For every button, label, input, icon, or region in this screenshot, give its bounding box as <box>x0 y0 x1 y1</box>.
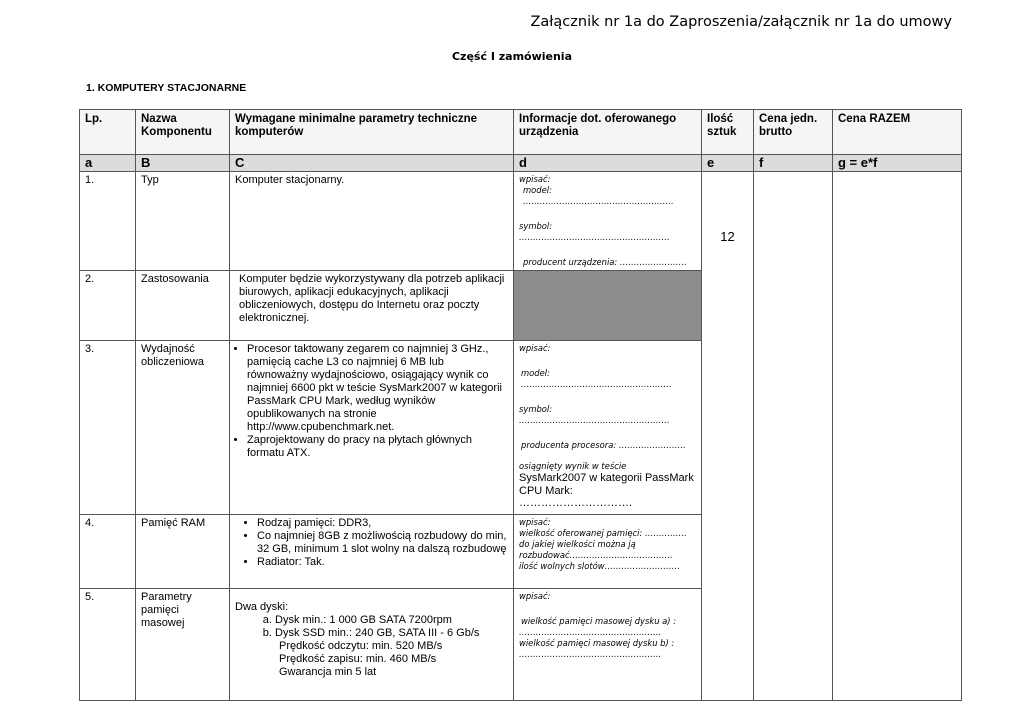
col-name-header: Nazwa Komponentu <box>136 110 230 155</box>
row-lp: 4. <box>80 515 136 589</box>
info-line: wpisać: <box>519 591 551 601</box>
param-extra: Prędkość zapisu: min. 460 MB/s <box>279 653 437 665</box>
row-lp: 2. <box>80 271 136 341</box>
letter-g: g = e*f <box>833 155 962 172</box>
col-info-header: Informacje dot. oferowanego urządzenia <box>514 110 702 155</box>
col-lp-header: Lp. <box>80 110 136 155</box>
row-params <box>230 515 514 589</box>
param-extra: Prędkość odczytu: min. 520 MB/s <box>279 640 443 652</box>
table-row <box>80 172 962 271</box>
row-name: Zastosowania <box>136 271 230 341</box>
row-params: Komputer stacjonarny. <box>230 172 514 271</box>
attachment-header: Załącznik nr 1a do Zaproszenia/załącznik nr 1a do umowy <box>530 14 952 30</box>
row-params <box>230 589 514 701</box>
param-item: • Radiator: Tak. <box>257 556 508 569</box>
param-item: a. Dysk min.: 1 000 GB SATA 7200rpm <box>275 614 508 627</box>
info-line: wpisać: <box>519 174 551 184</box>
info-line: symbol: ……………………………………………… <box>519 221 670 242</box>
letter-e: e <box>702 155 754 172</box>
info-line: ilość wolnych slotów……………………… <box>519 561 680 571</box>
param-item: b. Dysk SSD min.: 240 GB, SATA III - 6 Gb/s <box>275 627 508 640</box>
col-qty-header: Ilość sztuk <box>702 110 754 155</box>
info-line: wielkość pamięci masowej dysku a) : <box>521 616 677 626</box>
total-price-cell[interactable] <box>833 172 962 701</box>
row-name: Parametry pamięci masowej <box>136 589 230 701</box>
param-item: • Zaprojektowany do pracy na płytach głównych formatu ATX. <box>247 434 508 460</box>
param-item: • Procesor taktowany zegarem co najmniej 3 GHz., pamięcią cache L3 co najmniej 6 MB lub równoważny wydajnościowo, osiągający wynik co najmniej 6600 pkt w teście SysMark2007 w kategorii PassMark CPU Mark, według wyników opublikowanych na stronie http://www.cpubenchmark.net. <box>247 343 508 434</box>
row-name: Wydajność obliczeniowa <box>136 341 230 515</box>
table-letter-row <box>80 155 962 172</box>
col-price-header: Cena jedn. brutto <box>754 110 833 155</box>
row-name: Pamięć RAM <box>136 515 230 589</box>
row-info[interactable] <box>514 172 702 271</box>
col-total-header: Cena RAZEM <box>833 110 962 155</box>
part-title: Część I zamówienia <box>451 50 573 63</box>
row-lp: 1. <box>80 172 136 271</box>
letter-a: a <box>80 155 136 172</box>
row-lp: 5. <box>80 589 136 701</box>
info-line: producent urządzenia: …………………… <box>523 257 687 267</box>
info-line: wielkość oferowanej pamięci: …………… <box>519 528 687 538</box>
info-line: SysMark2007 w kategorii PassMark CPU Mark: <box>519 472 694 497</box>
letter-b: B <box>136 155 230 172</box>
letter-d: d <box>514 155 702 172</box>
param-item: • Co najmniej 8GB z możliwością rozbudowy do min, 32 GB, minimum 1 slot wolny na dalszą rozbudowę <box>257 530 508 556</box>
info-line: producenta procesora: …………………… <box>521 440 686 450</box>
param-item: • Rodzaj pamięci: DDR3, <box>257 517 508 530</box>
letter-c: C <box>230 155 514 172</box>
info-line: model: ……………………………………………… <box>523 185 674 206</box>
info-line: …………………………………………… <box>519 627 662 637</box>
info-dots: …………………………. <box>519 497 633 509</box>
unit-price-cell[interactable] <box>754 172 833 701</box>
param-extra: Gwarancja min 5 lat <box>279 666 377 678</box>
col-params-header: Wymagane minimalne parametry techniczne komputerów <box>230 110 514 155</box>
section-title: 1. KOMPUTERY STACJONARNE <box>86 82 247 94</box>
table-header-row <box>80 110 962 155</box>
info-line: wpisać: <box>519 517 551 527</box>
row-info[interactable] <box>514 515 702 589</box>
info-line: wielkość pamięci masowej dysku b) : <box>519 638 675 648</box>
row-params: Komputer będzie wykorzystywany dla potrzeb aplikacji biurowych, aplikacji edukacyjnych, aplikacji obliczeniowych, dostępu do Internetu oraz poczty elektronicznej. <box>230 271 514 341</box>
info-line: symbol: ……………………………………………… <box>519 404 670 425</box>
row-info-disabled <box>514 271 702 341</box>
letter-f: f <box>754 155 833 172</box>
info-line: model: ……………………………………………… <box>521 368 672 389</box>
row-params <box>230 341 514 515</box>
info-line: …………………………………………… <box>519 649 662 659</box>
param-intro: Dwa dyski: <box>235 601 289 613</box>
info-line: do jakiej wielkości można ją rozbudować………………………………. <box>519 539 673 560</box>
info-line: osiągnięty wynik w teście <box>519 461 627 471</box>
row-info[interactable] <box>514 341 702 515</box>
row-name: Typ <box>136 172 230 271</box>
specification-table <box>79 109 962 701</box>
quantity-cell: 12 <box>702 172 754 701</box>
info-line: wpisać: <box>519 343 551 353</box>
row-info[interactable] <box>514 589 702 701</box>
row-lp: 3. <box>80 341 136 515</box>
